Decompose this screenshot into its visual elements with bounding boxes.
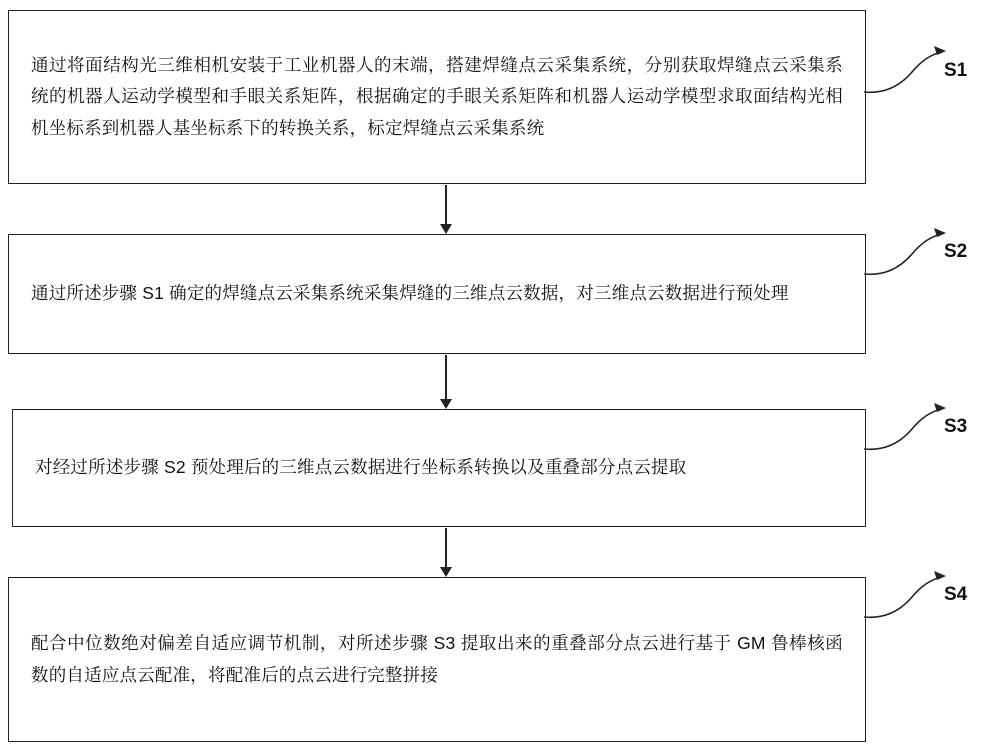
flow-step-s4 xyxy=(8,577,866,742)
step-label-s1: S1 xyxy=(944,60,968,81)
flow-step-s3-text: 对经过所述步骤 S2 预处理后的三维点云数据进行坐标系转换以及重叠部分点云提取 xyxy=(35,457,687,478)
step-label-s4: S4 xyxy=(944,584,968,605)
leader-line-s3 xyxy=(860,397,950,457)
leader-line-s4 xyxy=(860,565,950,625)
flow-step-s1-text: 通过将面结构光三维相机安装于工业机器人的末端，搭建焊缝点云采集系统，分别获取焊缝点云采集系统的机器人运动学模型和手眼关系矩阵，根据确定的手眼关系矩阵和机器人运动学模型求取面结构光相机坐标系到机器人基坐标系下的转换关系，标定焊缝点云采集系统 xyxy=(31,55,843,138)
flow-step-s3 xyxy=(12,409,866,527)
flow-step-s2-text: 通过所述步骤 S1 确定的焊缝点云采集系统采集焊缝的三维点云数据，对三维点云数据进行预处理 xyxy=(31,283,789,304)
connector-s3-s4 xyxy=(445,528,447,568)
step-label-s2: S2 xyxy=(944,241,968,262)
connector-s1-s2 xyxy=(445,185,447,225)
flow-step-s2 xyxy=(8,234,866,354)
leader-line-s1 xyxy=(860,40,950,100)
connector-s2-s3 xyxy=(445,355,447,400)
flow-step-s4-text: 配合中位数绝对偏差自适应调节机制，对所述步骤 S3 提取出来的重叠部分点云进行基于 GM 鲁棒核函数的自适应点云配准，将配准后的点云进行完整拼接 xyxy=(31,633,843,685)
leader-line-s2 xyxy=(860,222,950,282)
step-label-s3: S3 xyxy=(944,416,968,437)
flow-step-s1 xyxy=(8,10,866,184)
